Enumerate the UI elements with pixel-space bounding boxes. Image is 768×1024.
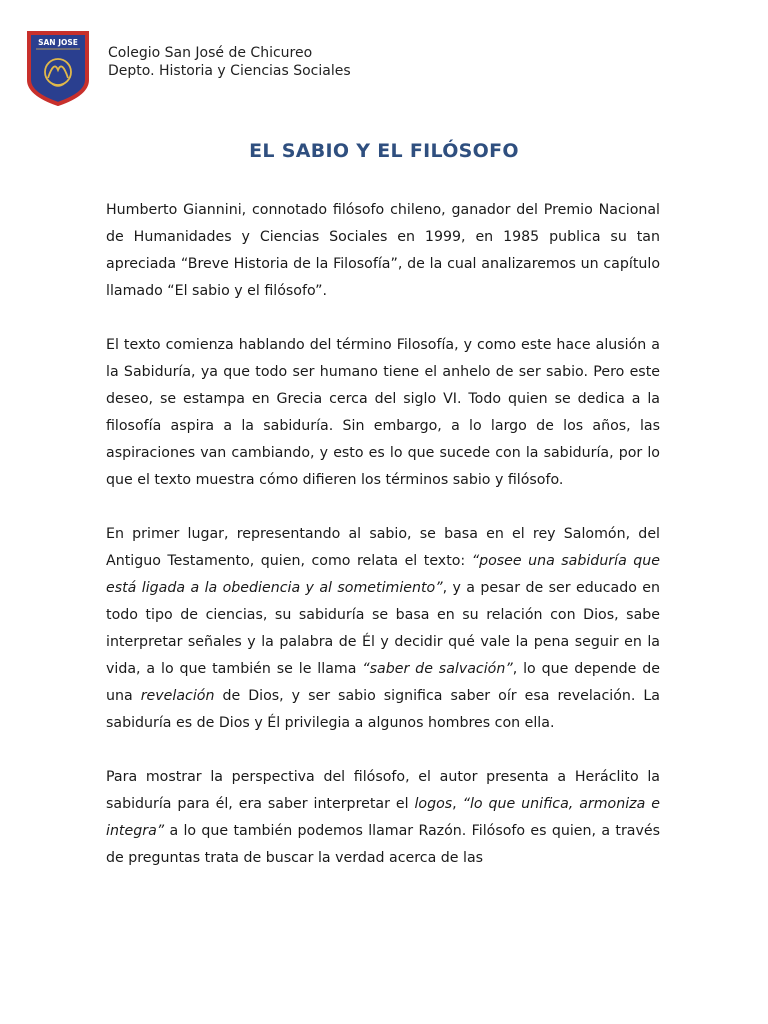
text-run: Para mostrar la perspectiva del filósofo, el autor presenta a Heráclito la sabiduría para él, era saber interpretar el (106, 769, 660, 812)
school-crest-logo (26, 30, 90, 106)
document-body (106, 197, 660, 899)
document-title: EL SABIO Y EL FILÓSOFO (249, 140, 519, 162)
quote-run: “lo que unifica, armoniza e integra” (106, 796, 660, 839)
school-name: Colegio San José de Chicureo (108, 45, 313, 61)
text-run: En primer lugar, representando al sabio, se basa en el rey Salomón, del Antiguo Testamento, quien, como relata el texto: (106, 526, 660, 569)
school-info (108, 44, 351, 80)
svg-text:SAN JOSE: SAN JOSE (38, 38, 78, 47)
text-run: , lo que depende de una (106, 661, 661, 704)
paragraph-1: Humberto Giannini, connotado filósofo chileno, ganador del Premio Nacional de Humanidades y Ciencias Sociales en 1999, en 1985 publica su tan apreciada “Breve Historia de la Filosofía”, de la cual analizaremos un capítulo llamado “El sabio y el filósofo”. (106, 202, 660, 299)
quote-run: revelación (140, 688, 215, 704)
quote-run: logos (414, 796, 453, 812)
text-run: a lo que también podemos llamar Razón. Filósofo es quien, a través de preguntas trata de buscar la verdad acerca de las (106, 823, 660, 866)
text-run: de Dios, y ser sabio significa saber oír esa revelación. La sabiduría es de Dios y Él privilegia a algunos hombres con ella. (106, 688, 660, 731)
document-header (26, 30, 351, 106)
paragraph-3 (106, 521, 660, 737)
text-run: , (452, 796, 463, 812)
quote-run: “posee una sabiduría que está ligada a la obediencia y al sometimiento” (106, 553, 660, 596)
quote-run: “saber de salvación” (362, 661, 513, 677)
paragraph-4 (106, 764, 660, 872)
text-run: , y a pesar de ser educado en todo tipo de ciencias, su sabiduría se basa en su relación con Dios, sabe interpretar señales y la palabra de Él y decidir qué vale la pena seguir en la vida, a lo que también se le llama (106, 580, 661, 677)
paragraph-2: El texto comienza hablando del término Filosofía, y como este hace alusión a la Sabiduría, ya que todo ser humano tiene el anhelo de ser sabio. Pero este deseo, se estampa en Grecia cerca del siglo VI. Todo quien se dedica a la filosofía aspira a la sabiduría. Sin embargo, a lo largo de los años, las aspiraciones van cambiando, y esto es lo que sucede con la sabiduría, por lo que el texto muestra cómo difieren los términos sabio y filósofo. (106, 337, 660, 488)
department-name: Depto. Historia y Ciencias Sociales (108, 63, 351, 79)
